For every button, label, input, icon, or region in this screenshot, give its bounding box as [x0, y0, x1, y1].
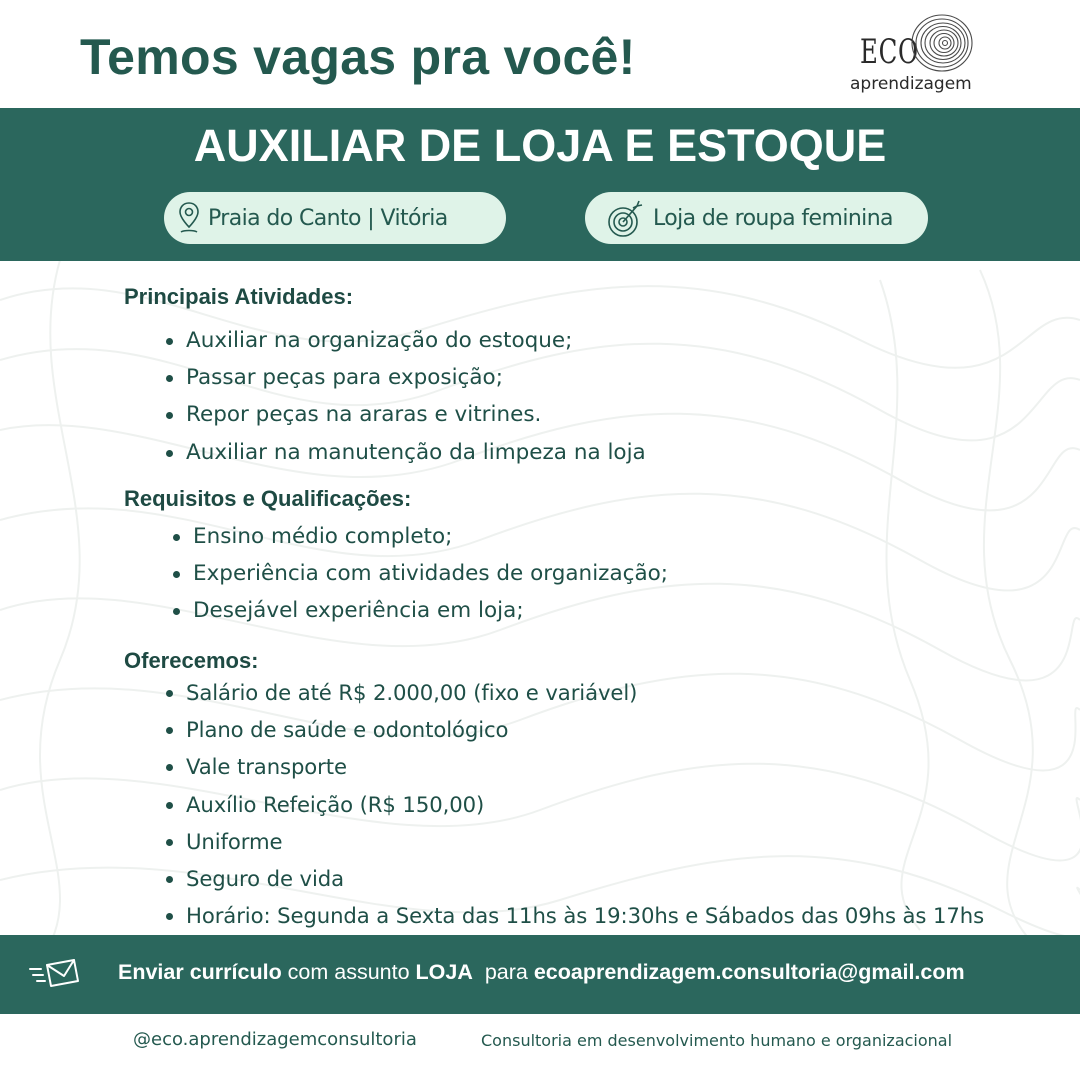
location-pill	[164, 192, 506, 244]
send-resume-label: Enviar currículo	[118, 960, 282, 984]
subject-connector: com assunto	[281, 960, 416, 984]
requirements-title: Requisitos e Qualificações:	[124, 486, 412, 511]
list-item: Uniforme	[164, 823, 984, 860]
list-item: Desejável experiência em loja;	[171, 592, 668, 629]
subject-value: LOJA	[415, 960, 473, 984]
store-type-text: Loja de roupa feminina	[653, 205, 893, 231]
eco-aprendizagem-logo	[846, 10, 986, 100]
job-title: AUXILIAR DE LOJA E ESTOQUE	[193, 120, 887, 171]
list-item: Horário: Segunda a Sexta das 11hs às 19:30hs e Sábados das 09hs às 17hs	[164, 897, 984, 934]
list-item: Experiência com atividades de organização;	[171, 555, 668, 592]
job-title-band	[0, 108, 1080, 261]
activities-list	[164, 322, 646, 471]
list-item: Vale transporte	[164, 748, 984, 785]
requirements-list	[171, 518, 668, 630]
store-type-pill	[585, 192, 928, 244]
offers-title: Oferecemos:	[124, 648, 259, 673]
list-item: Repor peças na araras e vitrines.	[164, 396, 646, 433]
contact-email[interactable]: ecoaprendizagem.consultoria@gmail.com	[533, 960, 965, 984]
social-handle[interactable]: @eco.aprendizagemconsultoria	[133, 1029, 417, 1050]
list-item: Plano de saúde e odontológico	[164, 711, 984, 748]
list-item: Ensino médio completo;	[171, 518, 668, 555]
company-tagline: Consultoria em desenvolvimento humano e organizacional	[481, 1031, 953, 1050]
location-text: Praia do Canto | Vitória	[208, 205, 448, 231]
map-pin-icon	[178, 201, 200, 235]
list-item: Seguro de vida	[164, 860, 984, 897]
logo-subtext: aprendizagem	[850, 74, 972, 94]
list-item: Auxiliar na organização do estoque;	[164, 322, 646, 359]
list-item: Salário de até R$ 2.000,00 (fixo e variável)	[164, 674, 984, 711]
target-icon	[607, 198, 645, 238]
contact-band	[0, 935, 1080, 1014]
list-item: Auxílio Refeição (R$ 150,00)	[164, 786, 984, 823]
page-headline: Temos vagas pra você!	[80, 29, 636, 85]
offers-list	[164, 674, 984, 934]
list-item: Passar peças para exposição;	[164, 359, 646, 396]
fingerprint-icon	[908, 12, 974, 74]
to-connector: para	[472, 960, 534, 984]
mail-icon	[28, 957, 82, 991]
send-resume-instructions	[118, 960, 965, 985]
logo-wordmark: ECO	[860, 32, 919, 72]
list-item: Auxiliar na manutenção da limpeza na loja	[164, 434, 646, 471]
activities-title: Principais Atividades:	[124, 284, 354, 309]
